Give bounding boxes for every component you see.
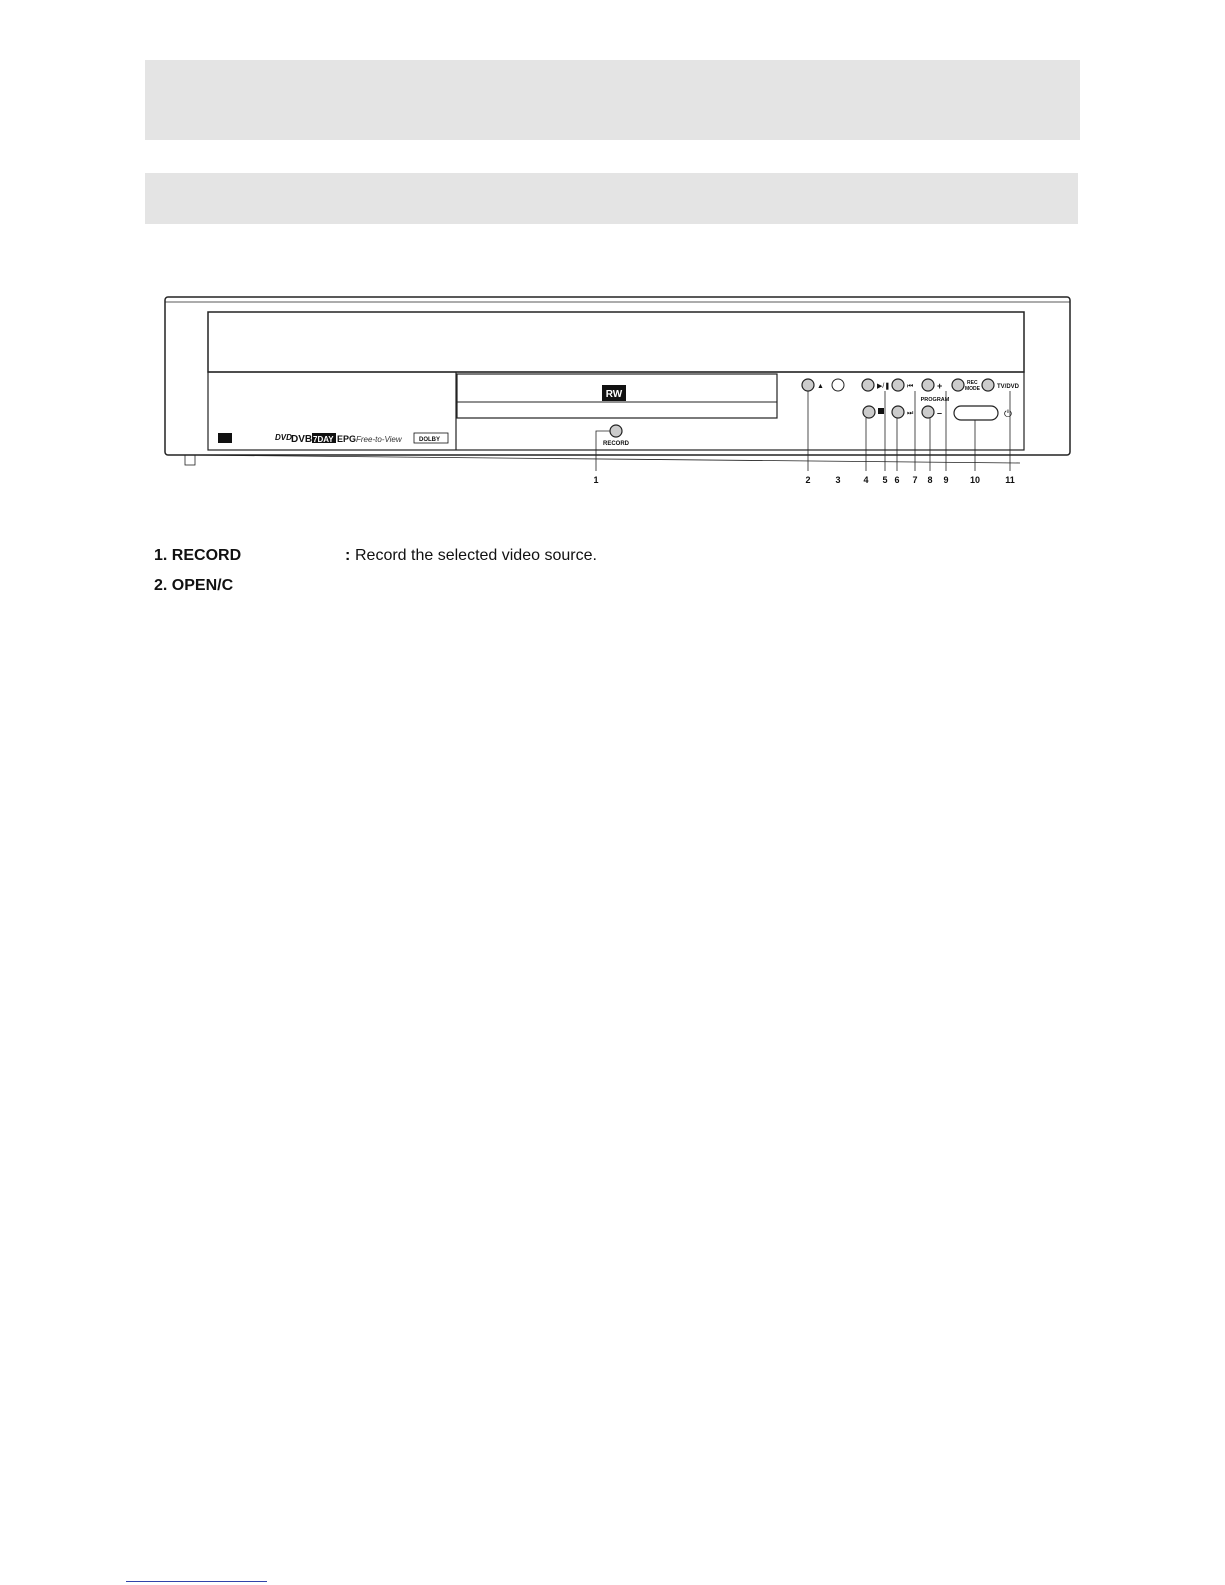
power-icon: ⏻ <box>1004 409 1012 420</box>
svg-text:3: 3 <box>835 475 841 485</box>
program-minus-button <box>922 406 934 418</box>
logo-free-to-view: Free-to-View <box>356 435 402 444</box>
prev-icon: ⏮ <box>907 383 914 390</box>
button-3 <box>832 379 844 391</box>
plus-icon: + <box>937 381 943 391</box>
svg-text:1: 1 <box>593 475 599 485</box>
minus-icon: – <box>937 408 943 418</box>
prev-button <box>892 379 904 391</box>
next-button <box>892 406 904 418</box>
record-button <box>610 425 622 437</box>
svg-text:8: 8 <box>927 475 933 485</box>
stop-icon <box>878 408 884 414</box>
stop-button <box>863 406 875 418</box>
description-colon: : <box>345 547 351 564</box>
top-slot <box>208 312 1024 372</box>
description-term: 1. RECORD <box>154 547 242 564</box>
section-title-band <box>145 173 1078 224</box>
eject-icon: ▲ <box>817 383 824 390</box>
svg-text:2: 2 <box>805 475 811 485</box>
svg-text:MODE: MODE <box>965 386 980 392</box>
description-term: 2. OPEN/C <box>154 577 234 594</box>
header-band <box>145 60 1080 140</box>
front-panel-diagram <box>160 290 1075 490</box>
logo-dvd: DVD <box>275 433 292 442</box>
footer-rule <box>126 1581 267 1582</box>
svg-text:TV/DVD: TV/DVD <box>997 384 1020 390</box>
svg-text:7: 7 <box>912 475 918 485</box>
button-descriptions <box>154 546 1054 606</box>
description-row <box>154 546 1054 576</box>
tv-dvd-button <box>982 379 994 391</box>
open-close-button <box>802 379 814 391</box>
disc-tray <box>457 402 777 418</box>
callout-numbers <box>593 475 1014 485</box>
description-row <box>154 576 1054 606</box>
logo-dvb: DVB <box>291 434 313 445</box>
logos-row <box>218 433 448 445</box>
svg-text:6: 6 <box>894 475 900 485</box>
svg-text:RW: RW <box>605 389 623 400</box>
standby-button <box>954 406 998 420</box>
logo-epg: EPG <box>337 434 357 444</box>
next-icon: ⏭ <box>907 410 914 417</box>
description-text: Record the selected video source. <box>355 547 597 564</box>
svg-text:4: 4 <box>863 475 869 485</box>
logo-7day: 7DAY <box>313 435 334 444</box>
svg-text:9: 9 <box>943 475 949 485</box>
svg-text:REC: REC <box>967 380 978 386</box>
program-plus-button <box>922 379 934 391</box>
logo-dolby: DOLBY <box>419 437 440 443</box>
rec-mode-button <box>952 379 964 391</box>
play-pause-icon: ▶/❚ <box>877 383 891 390</box>
control-buttons <box>802 379 1020 420</box>
svg-text:RECORD: RECORD <box>602 441 630 447</box>
play-pause-button <box>862 379 874 391</box>
svg-text:5: 5 <box>882 475 888 485</box>
svg-text:PROGRAM: PROGRAM <box>920 397 950 403</box>
svg-text:10: 10 <box>969 475 981 485</box>
svg-text:11: 11 <box>1005 475 1015 485</box>
